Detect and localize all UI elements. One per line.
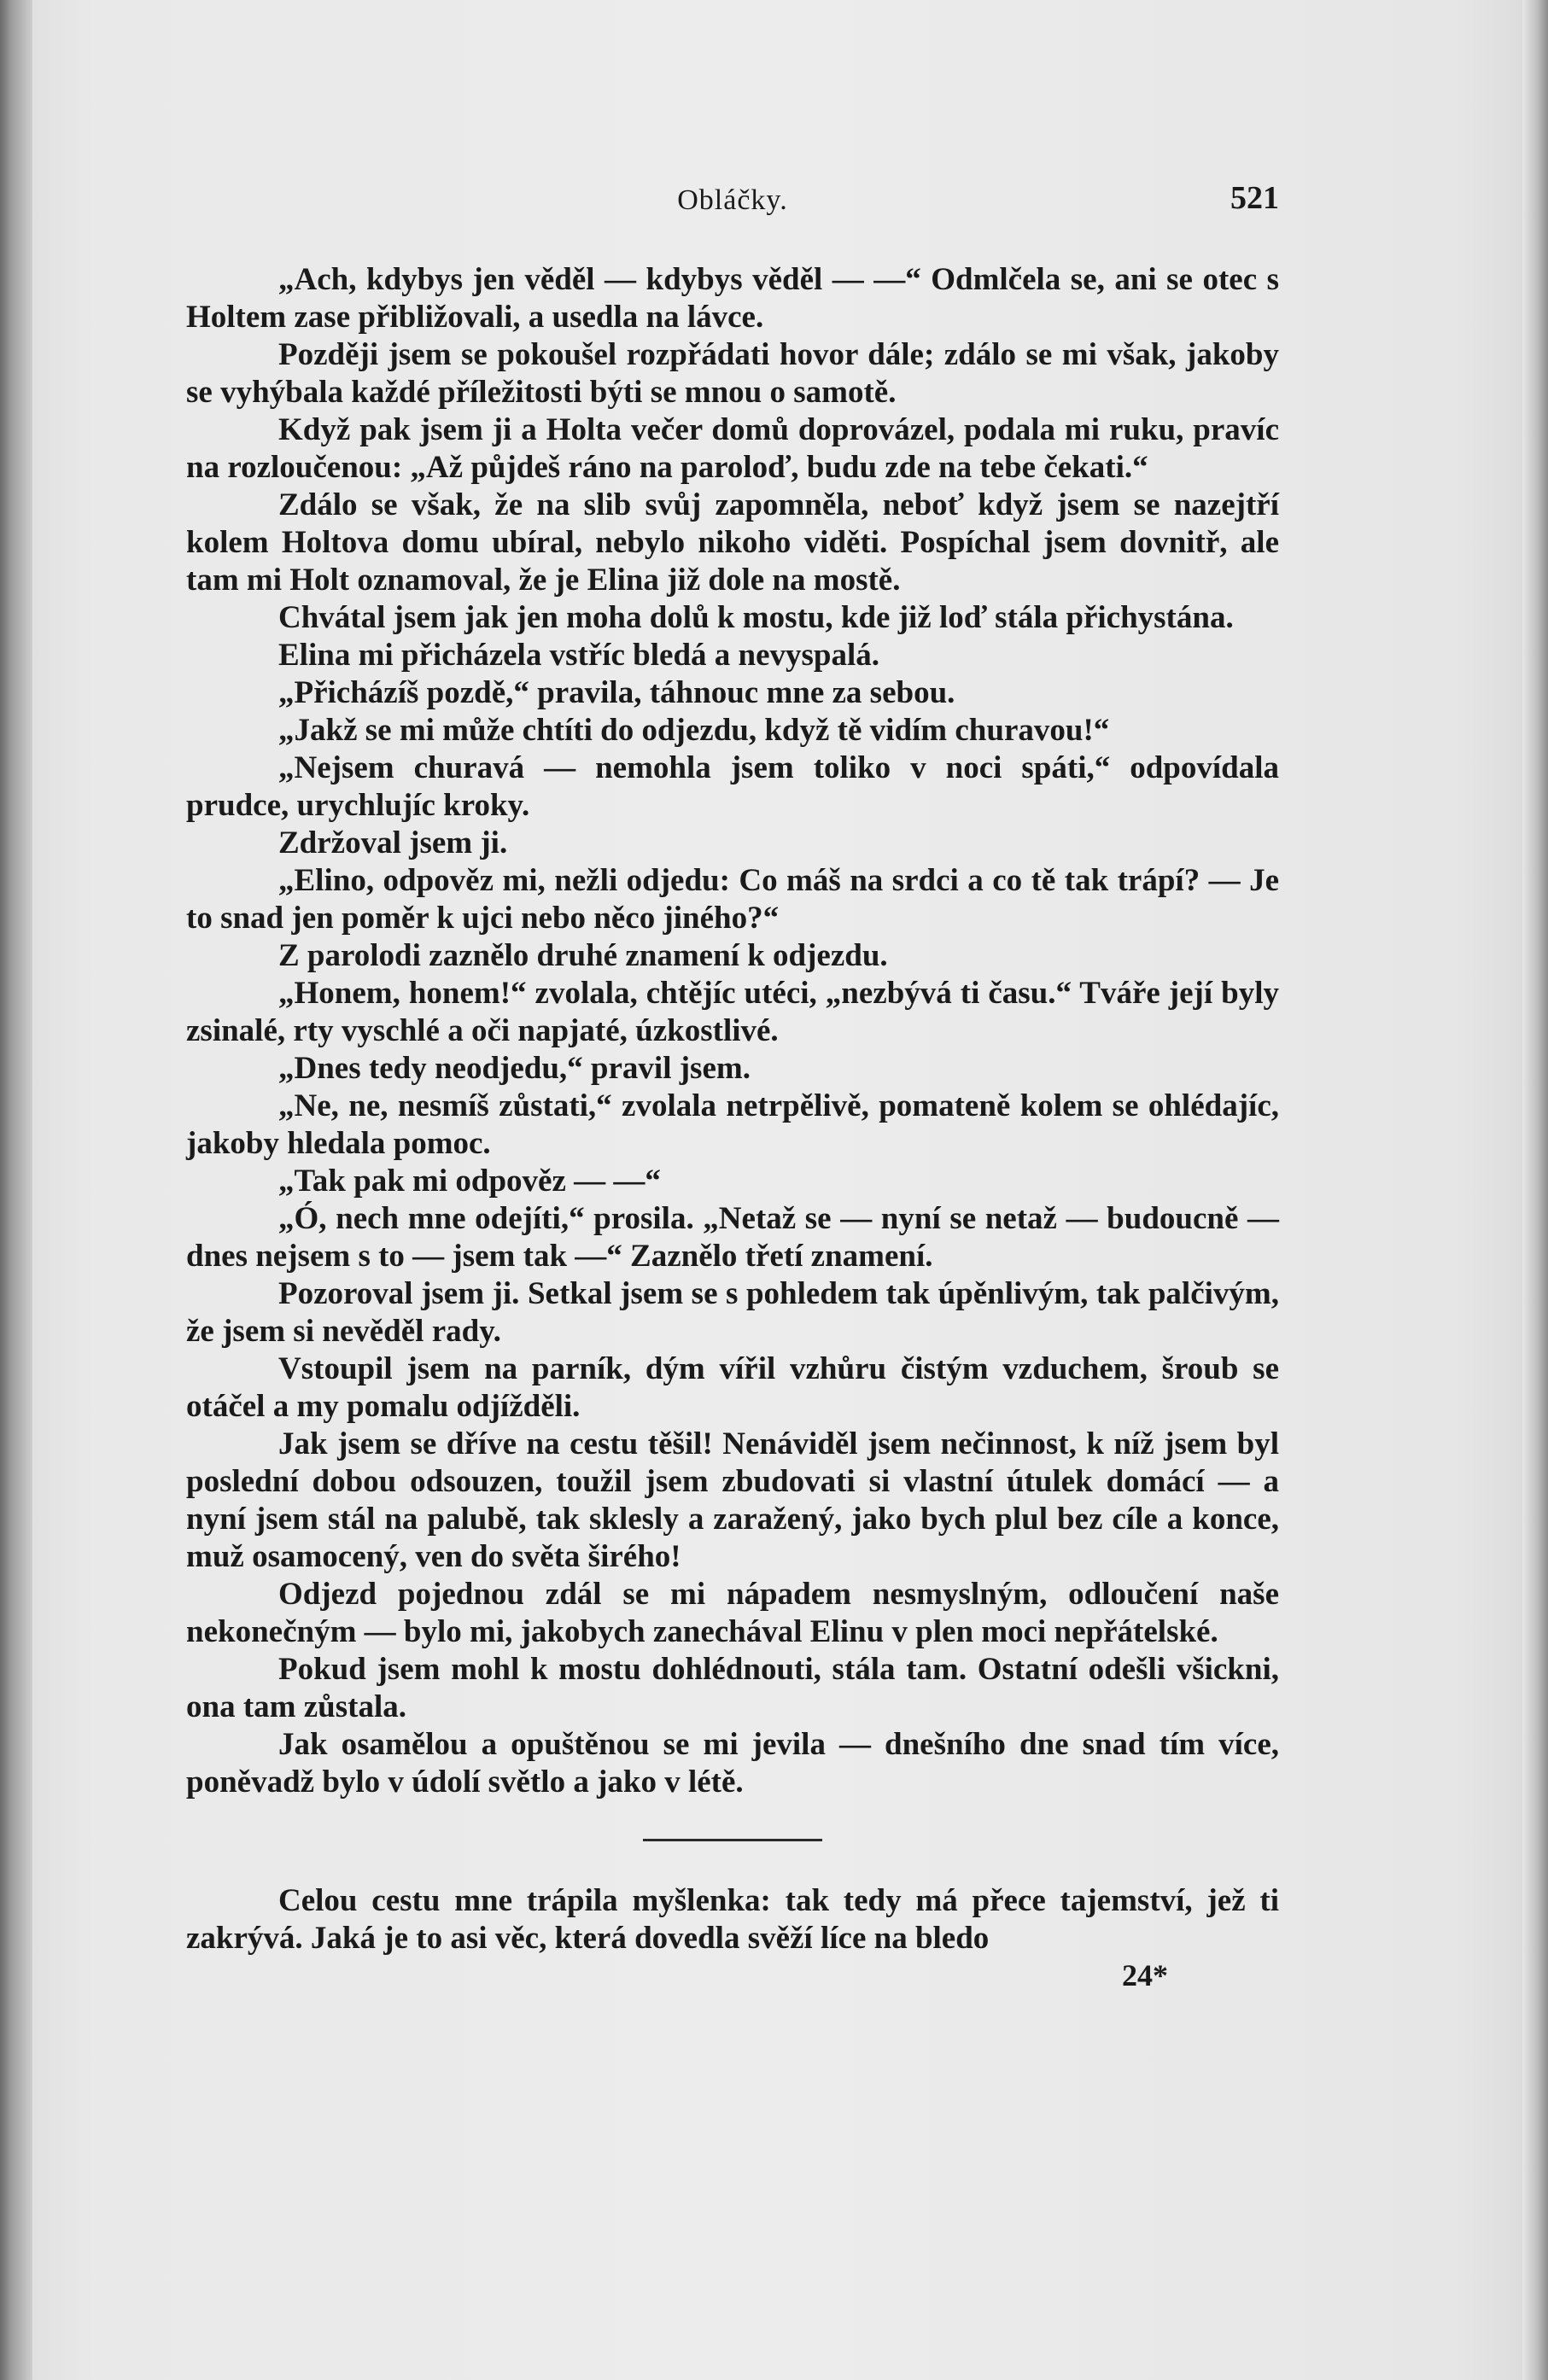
paragraph: „Tak pak mi odpověz — —“	[278, 1164, 661, 1199]
paragraph: Později jsem se pokoušel rozpřádati hovor dále; zdálo se mi však, jakoby se vyhýbala každé příležitosti býti se mnou o samotě.	[186, 337, 1279, 410]
paragraph: „Ne, ne, nesmíš zůstati,“ zvolala netrpělivě, pomateně kolem se ohlédajíc, jakoby hledala pomoc.	[186, 1088, 1279, 1161]
running-head	[186, 179, 1279, 230]
paragraph: „Jakž se mi může chtíti do odjezdu, když tě vidím churavou!“	[278, 713, 1110, 748]
paragraph: Chvátal jsem jak jen moha dolů k mostu, kde již loď stála přichystána.	[278, 600, 1234, 635]
paragraph: Z parolodi zaznělo druhé znamení k odjezdu.	[278, 938, 888, 973]
paragraph: Celou cestu mne trápila myšlenka: tak tedy má přece tajemství, jež ti zakrývá. Jaká je to asi věc, která dovedla svěží líce na bledo	[186, 1883, 1279, 1956]
paragraph: Zdálo se však, že na slib svůj zapomněla, neboť když jsem se nazejtří kolem Holtova domu ubíral, nebylo nikoho viděti. Pospíchal jsem dovnitř, ale tam mi Holt oznamoval, že je Elina již dole na mostě.	[186, 487, 1279, 598]
section-separator	[643, 1839, 822, 1841]
paragraph: „Honem, honem!“ zvolala, chtějíc utéci, „nezbývá ti času.“ Tváře její byly zsinalé, rty vyschlé a oči napjaté, úzkostlivé.	[186, 976, 1279, 1048]
running-title: Obláčky.	[677, 184, 788, 216]
paragraph: „Ó, nech mne odejíti,“ prosila. „Netaž se — nyní se netaž — budoucně — dnes nejsem s to — jsem tak —“ Zaznělo třetí znamení.	[186, 1201, 1279, 1274]
paragraph: Pozoroval jsem ji. Setkal jsem se s pohledem tak úpěnlivým, tak palčivým, že jsem si nevěděl rady.	[186, 1276, 1279, 1349]
page-spine-shadow	[0, 0, 32, 2380]
signature-mark: 24*	[1122, 1958, 1168, 1992]
paragraph: „Dnes tedy neodjedu,“ pravil jsem.	[278, 1051, 751, 1086]
body-text	[186, 261, 1279, 1801]
paragraph: Odjezd pojednou zdál se mi nápadem nesmyslným, odloučení naše nekonečným — bylo mi, jakobych zanechával Elinu v plen moci nepřátelské.	[186, 1577, 1279, 1649]
paragraph: Elina mi přicházela vstříc bledá a nevyspalá.	[278, 638, 880, 673]
page-number: 521	[1230, 180, 1279, 216]
paragraph: „Elino, odpověz mi, nežli odjedu: Co máš na srdci a co tě tak trápí? — Je to snad jen poměr k ujci nebo něco jiného?“	[186, 863, 1279, 936]
paragraph: Když pak jsem ji a Holta večer domů doprovázel, podala mi ruku, pravíc na rozloučenou: „Až půjdeš ráno na paroloď, budu zde na tebe čekati.“	[186, 412, 1279, 485]
paragraph: Jak osamělou a opuštěnou se mi jevila — dnešního dne snad tím více, poněvadž bylo v údolí světlo a jako v létě.	[186, 1727, 1279, 1800]
paragraph: „Ach, kdybys jen věděl — kdybys věděl — —“ Odmlčela se, ani se otec s Holtem zase přibližovali, a usedla na lávce.	[186, 262, 1279, 335]
page-edge-shadow	[1522, 0, 1548, 2380]
paragraph: Pokud jsem mohl k mostu dohlédnouti, stála tam. Ostatní odešli všickni, ona tam zůstala.	[186, 1652, 1279, 1724]
paragraph: Jak jsem se dříve na cestu těšil! Nenáviděl jsem nečinnost, k níž jsem byl poslední dobou odsouzen, toužil jsem zbudovati si vlastní útulek domácí — a nyní jsem stál na palubě, tak sklesly a zaražený, jako bych plul bez cíle a konce, muž osamocený, ven do světa širého!	[186, 1426, 1279, 1574]
paragraph: „Přicházíš pozdě,“ pravila, táhnouc mne za sebou.	[278, 675, 955, 710]
paragraph: Zdržoval jsem ji.	[278, 825, 508, 860]
paragraph: Vstoupil jsem na parník, dým vířil vzhůru čistým vzduchem, šroub se otáčel a my pomalu odjížděli.	[186, 1351, 1279, 1424]
text-block	[186, 179, 1279, 1993]
paragraph: „Nejsem churavá — nemohla jsem toliko v noci spáti,“ odpovídala prudce, urychlujíc kroky.	[186, 750, 1279, 823]
